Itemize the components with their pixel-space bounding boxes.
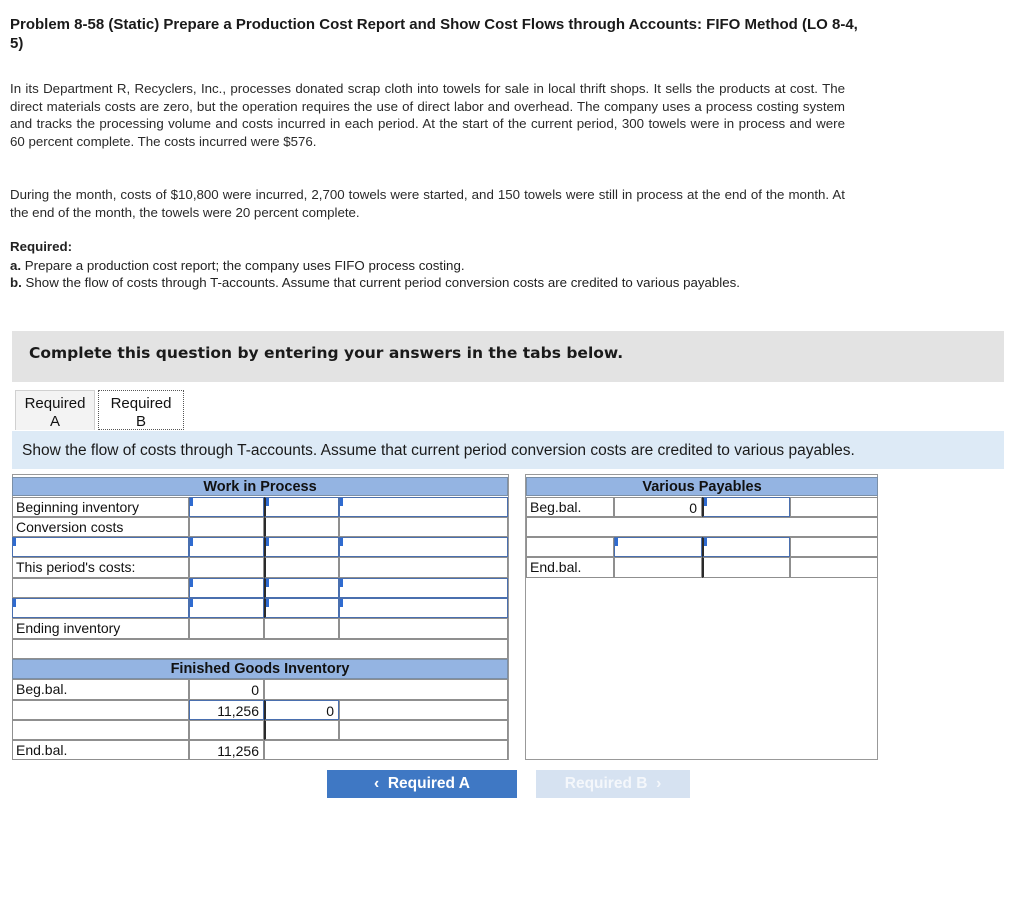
wip-conversion-credit-label[interactable] [339,517,508,537]
wip-row5-label-input[interactable] [12,578,189,598]
vp-beg-debit[interactable] [702,497,790,517]
chevron-right-icon: › [656,775,662,792]
chevron-left-icon: ‹ [374,775,380,792]
fgi-row3-credit-label [339,720,508,740]
fgi-row2-credit-value: 0 [326,703,334,719]
required-b [10,274,830,292]
problem-title: Problem 8-58 (Static) Prepare a Production Cost Report and Show Cost Flows through Accounts: FIFO Method (LO 8-4, 5) [10,16,858,52]
wip-ending-spacer [339,618,508,639]
prev-required-a-button[interactable] [327,770,517,798]
fgi-end-debit-value: 11,256 [217,743,259,759]
fgi-row3-label [12,720,189,740]
fgi-beg-debit[interactable] [189,679,264,700]
wip-ending-debit[interactable] [189,618,264,639]
next-button-label: Required B [564,775,648,792]
wip-row5-debit[interactable] [189,578,264,598]
fgi-row2-label-input[interactable] [12,700,189,720]
wip-conversion-label: Conversion costs [12,517,189,537]
wip-row3-credit-label[interactable] [339,537,508,557]
vp-row3-debit[interactable] [702,537,790,557]
fgi-row3-debit[interactable] [189,720,264,740]
vp-beg-label: Beg.bal. [526,497,614,517]
banner-text: Complete this question by entering your answers in the tabs below. [29,344,624,362]
wip-conversion-credit[interactable] [264,517,339,537]
vp-row3-spacer [790,537,878,557]
required-b-text: Show the flow of costs through T-accounts. Assume that current period conversion costs are credited to various payables. [25,275,740,290]
fgi-end-label: End.bal. [12,740,189,760]
tab-a-line1: Required [24,395,86,412]
wip-ending-label: Ending inventory [12,618,189,639]
vp-row3-label [526,537,614,557]
wip-row3-label-input[interactable] [12,537,189,557]
instructions-banner [12,331,1004,382]
fgi-header: Finished Goods Inventory [12,659,508,679]
tab-b-line1: Required [110,395,172,412]
wip-this-period-credit-label[interactable] [339,557,508,578]
wip-header: Work in Process [12,477,508,496]
vp-end-spacer [790,557,878,578]
wip-row5-credit[interactable] [264,578,339,598]
problem-paragraph-1: In its Department R, Recyclers, Inc., processes donated scrap cloth into towels for sale in local thrift shops. It sells the products at cost. The direct materials costs are zero, but the operation requires the use of direct labor and overhead. The company uses a process costing system and tracks the processing volume and costs incurred in each period. At the start of the current period, 300 towels were in process and were 60 percent complete. The costs incurred were $576. [10,81,845,149]
wip-beginning-debit[interactable] [189,497,264,517]
vp-end-credit [614,557,702,578]
wip-row5-credit-label[interactable] [339,578,508,598]
wip-row6-debit[interactable] [189,598,264,618]
wip-row3-credit[interactable] [264,537,339,557]
fgi-row2-debit-value: 11,256 [217,703,259,719]
required-a-text: Prepare a production cost report; the company uses FIFO process costing. [24,258,465,273]
fgi-beg-label: Beg.bal. [12,679,189,700]
next-required-b-button [536,770,690,798]
fgi-row2-credit-label [339,700,508,720]
fgi-beg-credit-area [264,679,508,700]
problem-paragraph-2: During the month, costs of $10,800 were incurred, 2,700 towels were started, and 150 towels were still in process at the end of the month. At the end of the month, the towels were 20 percent complete. [10,187,845,220]
required-heading: Required: [10,239,73,254]
tab-b-line2: B [135,413,146,430]
prev-button-label: Required A [387,775,470,792]
wip-spacer-row [12,639,508,659]
vp-end-label: End.bal. [526,557,614,578]
vp-beg-spacer [790,497,878,517]
fgi-beg-debit-value: 0 [251,682,259,698]
vp-beg-credit-value: 0 [689,500,697,516]
fgi-row2-debit[interactable] [189,700,264,720]
wip-row6-credit[interactable] [264,598,339,618]
wip-this-period-debit[interactable] [189,557,264,578]
wip-row3-debit[interactable] [189,537,264,557]
wip-row6-credit-label[interactable] [339,598,508,618]
vp-beg-credit[interactable] [614,497,702,517]
tab-instruction-text: Show the flow of costs through T-accounts. Assume that current period conversion costs are credited to various payables. [22,442,855,459]
tab-a-line2: A [49,413,60,430]
required-a [10,257,830,275]
wip-beginning-credit-label[interactable] [339,497,508,517]
fgi-end-credit-area [264,740,508,760]
vp-header: Various Payables [526,477,878,496]
tab-required-a[interactable] [15,390,95,430]
wip-conversion-debit[interactable] [189,517,264,537]
t-accounts-divider [508,474,526,760]
vp-spacer-row [526,517,878,537]
tab-instruction-bar [12,431,1004,469]
wip-row6-label-input[interactable] [12,598,189,618]
required-a-letter: a. [10,258,22,273]
vp-row3-credit[interactable] [614,537,702,557]
fgi-end-debit [189,740,264,760]
fgi-row3-credit[interactable] [264,720,339,740]
wip-ending-credit [264,618,339,639]
tab-required-b[interactable] [98,390,184,430]
required-b-letter: b. [10,275,22,290]
wip-this-period-credit[interactable] [264,557,339,578]
wip-beginning-label: Beginning inventory [12,497,189,517]
wip-this-period-label: This period's costs: [12,557,189,578]
wip-beginning-credit[interactable] [264,497,339,517]
vp-end-debit [702,557,790,578]
fgi-row2-credit[interactable] [264,700,339,720]
